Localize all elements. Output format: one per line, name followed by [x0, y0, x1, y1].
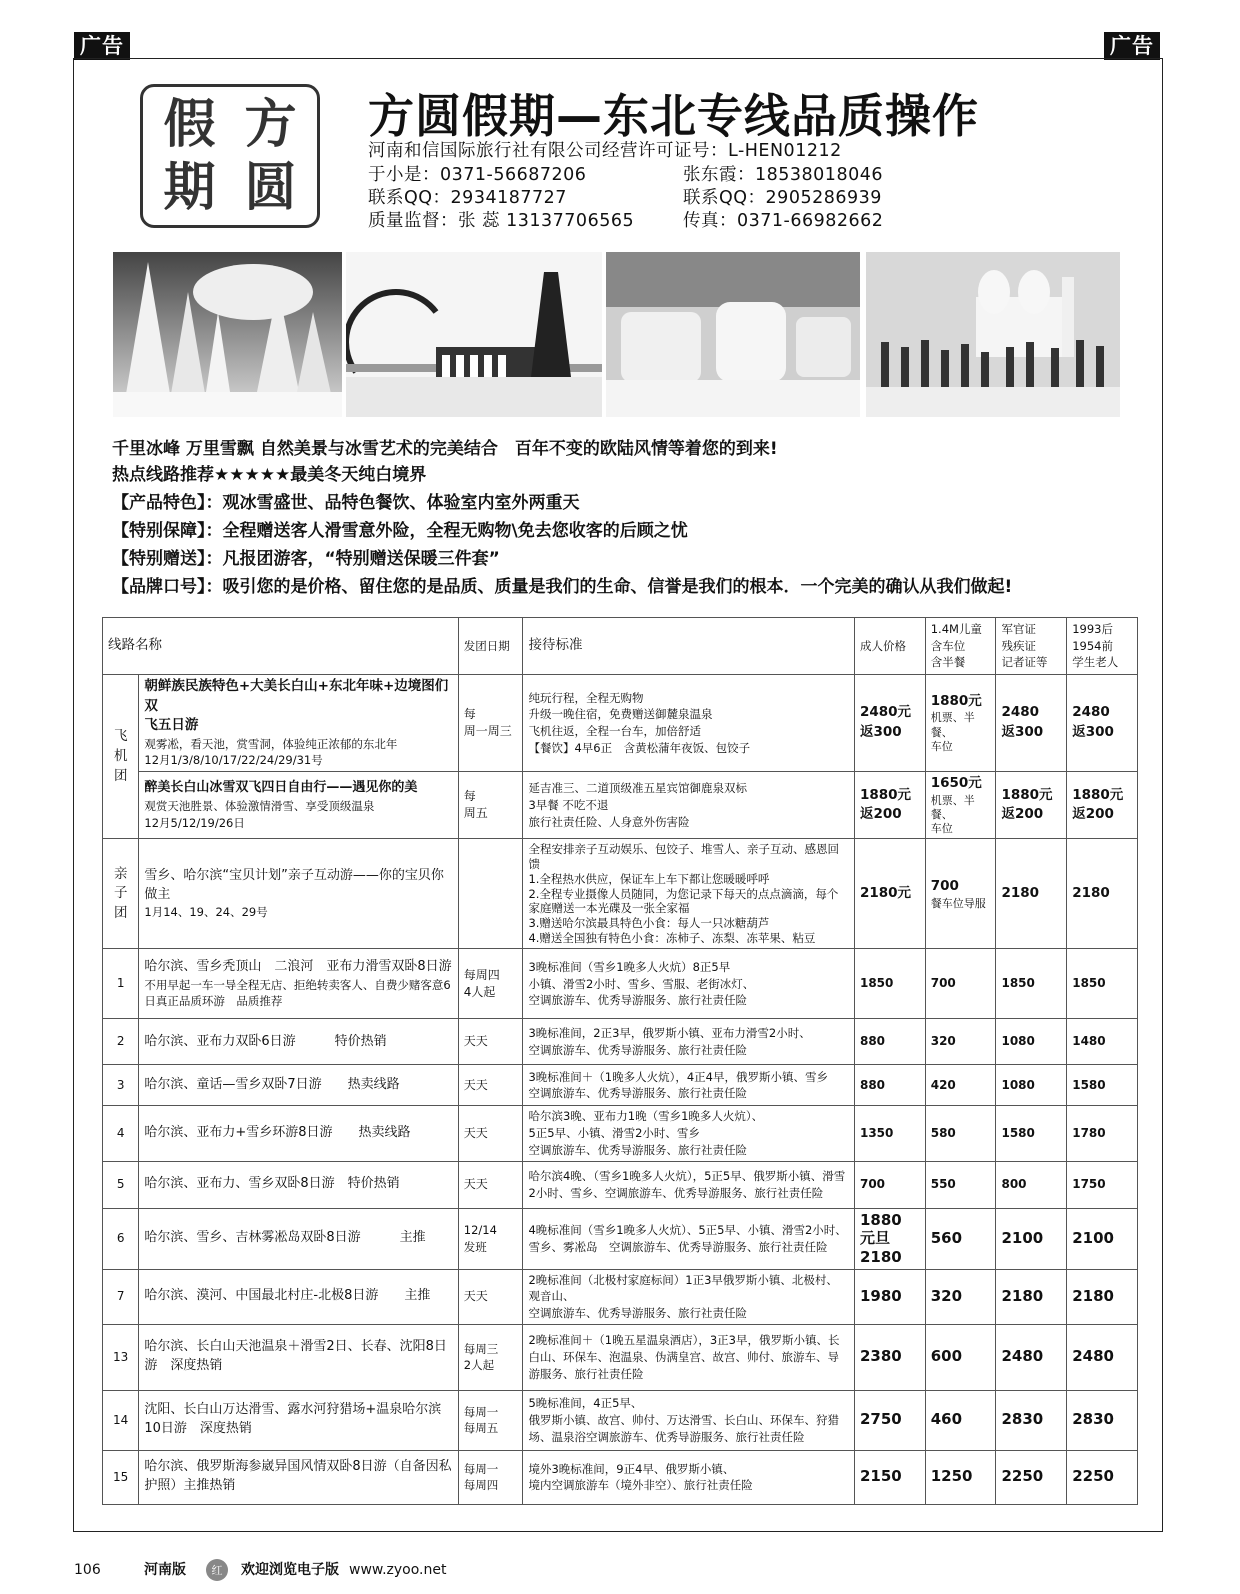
photo-tower-arch — [346, 252, 602, 417]
child-price — [925, 675, 996, 772]
header-child-line: 含半餐 — [930, 655, 966, 670]
price-note: 机票、半餐、 — [930, 793, 975, 821]
price-line: 1880元 — [859, 786, 912, 803]
child-price: 550 — [925, 1161, 996, 1208]
senior-price — [1067, 675, 1138, 772]
route-number: 3 — [103, 1065, 139, 1106]
date-line: 每 — [463, 788, 476, 803]
feature-line-1: 千里冰峰 万里雪飘 自然美景与冰雪艺术的完美结合 百年不变的欧陆风情等着您的到来! — [112, 439, 778, 459]
route-desc: 观雾凇，看天池，赏雪洞，体验纯正浓郁的东北年 — [144, 736, 398, 751]
group-char: 机 — [113, 747, 128, 764]
group-char: 亲 — [113, 865, 128, 882]
military-price: 2180 — [996, 1269, 1067, 1324]
military-price: 2180 — [996, 839, 1067, 949]
price-line: 返300 — [859, 724, 902, 741]
date-cell: 天天 — [458, 1065, 523, 1106]
standard-line: 2.全程专业摄像人员随同，为您记录下每天的点点滴滴，每个家庭赠送一本光碟及一张全家福 — [528, 886, 839, 916]
route-number: 5 — [103, 1161, 139, 1208]
date-cell — [458, 949, 523, 1019]
child-price: 320 — [925, 1019, 996, 1065]
route-title: 做主 — [144, 886, 171, 902]
group-char: 团 — [113, 904, 128, 921]
senior-price — [1067, 772, 1138, 839]
group-label-family — [103, 839, 139, 949]
table-row — [103, 949, 1138, 1019]
route-number: 1 — [103, 949, 139, 1019]
standard-line: 5晚标准间，4正5早、 — [528, 1396, 643, 1411]
date-line: 每周一 — [463, 1404, 499, 1419]
contact-phone-1: 于小是：0371-56687206 — [368, 165, 587, 185]
military-price: 1080 — [996, 1065, 1067, 1106]
header-child-price — [925, 618, 996, 675]
price-line: 返200 — [1072, 806, 1114, 823]
price-line: 1880元 — [1001, 786, 1053, 803]
route-number: 6 — [103, 1208, 139, 1269]
adult-price: 880 — [854, 1019, 925, 1065]
date-line: 周五 — [463, 806, 488, 821]
military-price: 2480 — [996, 1324, 1067, 1390]
adult-price: 2750 — [854, 1390, 925, 1450]
senior-price: 1780 — [1067, 1106, 1138, 1161]
price-note: 车位 — [930, 739, 953, 753]
route-desc: 观赏天池胜景、体验激情滑雪、享受顶级温泉 — [144, 799, 375, 813]
group-char: 子 — [113, 885, 128, 902]
standard-line: 空调旅游车、优秀导游服务、旅行社责任险 — [528, 1086, 747, 1101]
adult-price: 1980 — [854, 1269, 925, 1324]
standard-line: 空调旅游车、优秀导游服务、旅行社责任险 — [528, 1306, 747, 1321]
page-footer — [74, 1558, 774, 1582]
military-price — [996, 675, 1067, 772]
ad-tag-right: 广告 — [1104, 32, 1160, 60]
price-line: 700 — [930, 878, 959, 895]
child-price: 320 — [925, 1269, 996, 1324]
table-header-row — [103, 618, 1138, 675]
standard-cell: 2晚标准间＋（1晚五星温泉酒店），3正3早，俄罗斯小镇、长白山、环保车、泡温泉、伪满皇宫、故宫、帅付、旅游车、导游服务、旅行社责任险 — [523, 1324, 855, 1390]
header-child-line: 1.4M儿童 — [930, 621, 982, 636]
date-cell — [458, 1450, 523, 1504]
standard-cell — [523, 1106, 855, 1161]
feature-line-3: 【产品特色】：观冰雪盛世、品特色餐饮、体验室内室外两重天 — [112, 493, 580, 513]
route-number: 14 — [103, 1390, 139, 1450]
table-row — [103, 1269, 1138, 1324]
header-senior-line: 1993后 — [1072, 621, 1113, 636]
route-number: 13 — [103, 1324, 139, 1390]
child-price: 460 — [925, 1390, 996, 1450]
standard-line: 飞机往返，全程一台车，加倍舒适 — [528, 724, 701, 739]
header-senior-price — [1067, 618, 1138, 675]
standard-cell — [523, 1390, 855, 1450]
date-line: 2人起 — [463, 1358, 495, 1373]
senior-price: 2830 — [1067, 1390, 1138, 1450]
ad-tag-left: 广告 — [74, 32, 130, 60]
standard-line: 小镇、滑雪2小时、雪乡、雪服、老街冰灯、 — [528, 976, 755, 991]
route-desc: 不用早起一车一导全程无店、拒绝转卖客人、自费少赌客意6日真正品质环游 品质推荐 — [144, 977, 451, 1009]
date-cell: 天天 — [458, 1019, 523, 1065]
route-title: 哈尔滨、亚布力+雪乡环游8日游 热卖线路 — [139, 1106, 458, 1161]
date-cell — [458, 1208, 523, 1269]
price-line: 1880元 — [930, 692, 982, 709]
adult-price — [854, 1208, 925, 1269]
senior-price: 2250 — [1067, 1450, 1138, 1504]
standard-line: 3晚标准间（雪乡1晚多人火炕）8正5早 — [528, 959, 731, 974]
table-row — [103, 675, 1138, 772]
date-line: 每周四 — [463, 1478, 499, 1493]
route-number: 4 — [103, 1106, 139, 1161]
senior-price: 2180 — [1067, 839, 1138, 949]
price-line: 返200 — [859, 806, 902, 823]
contact-qq-2: 联系QQ：2905286939 — [683, 188, 882, 208]
adult-price: 700 — [854, 1161, 925, 1208]
route-cell — [139, 675, 458, 772]
price-line: 2480 — [1001, 704, 1040, 721]
standard-line: 纯玩行程，全程无购物 — [528, 690, 644, 705]
standard-cell — [523, 839, 855, 949]
price-line: 2480 — [1072, 704, 1110, 721]
child-price — [925, 772, 996, 839]
standard-line: 3晚标准间＋（1晚多人火炕），4正4早，俄罗斯小镇、雪乡 — [528, 1069, 828, 1084]
route-title: 哈尔滨、雪乡、吉林雾凇岛双卧8日游 主推 — [139, 1208, 458, 1269]
route-cell — [139, 839, 458, 949]
page-number: 106 — [74, 1562, 101, 1578]
fax-number: 传真：0371-66982662 — [683, 211, 884, 231]
route-title: 沈阳、长白山万达滑雪、露水河狩猎场+温泉哈尔滨10日游 深度热销 — [139, 1390, 458, 1450]
standard-cell — [523, 1269, 855, 1324]
header-senior-line: 学生老人 — [1072, 655, 1119, 670]
route-number: 7 — [103, 1269, 139, 1324]
route-title: 哈尔滨、长白山天池温泉＋滑雪2日、长春、沈阳8日游 深度热销 — [139, 1324, 458, 1390]
logo-char: 假 — [163, 93, 216, 155]
contact-phone-2: 张东霞：18538018046 — [683, 165, 883, 185]
photo-church-tourists — [866, 252, 1120, 417]
header-military-line: 残疾证 — [1001, 638, 1036, 653]
logo-char: 圆 — [244, 156, 297, 218]
adult-price: 880 — [854, 1065, 925, 1106]
standard-line: 俄罗斯小镇、故宫、帅付、万达滑雪、长白山、环保车、狩猎场、温泉浴空调旅游车、优秀导游服务、旅行社责任险 — [528, 1412, 839, 1444]
quality-supervisor: 质量监督：张 蕊 13137706565 — [368, 211, 635, 231]
standard-line: 3早餐 不吃不退 — [528, 797, 609, 812]
route-number: 2 — [103, 1019, 139, 1065]
standard-cell — [523, 772, 855, 839]
feature-line-5: 【特别赠送】：凡报团游客，“特别赠送保暖三件套” — [112, 549, 500, 569]
date-line: 发班 — [463, 1239, 487, 1254]
table-row — [103, 772, 1138, 839]
logo-char: 期 — [163, 156, 216, 218]
price-note: 车位 — [930, 822, 953, 836]
photo-snow-sculpture — [606, 252, 860, 417]
child-price: 560 — [925, 1208, 996, 1269]
route-price-table — [102, 617, 1138, 1505]
header-military-line: 军官证 — [1001, 621, 1036, 636]
standard-cell: 哈尔滨4晚、（雪乡1晚多人火炕），5正5早、俄罗斯小镇、滑雪2小时、雪乡、空调旅游车、优秀导游服务、旅行社责任险 — [523, 1161, 855, 1208]
date-line: 每周五 — [463, 1421, 499, 1436]
logo-char: 方 — [244, 93, 297, 155]
header-child-line: 含车位 — [930, 638, 966, 653]
route-title: 哈尔滨、雪乡秃顶山 二浪河 亚布力滑雪双卧8日游 — [144, 958, 452, 974]
adult-price — [854, 675, 925, 772]
route-cell — [139, 949, 458, 1019]
route-dates: 12月1/3/8/10/17/22/24/29/31号 — [144, 753, 323, 768]
brand-logo — [140, 84, 320, 228]
route-title: 飞五日游 — [144, 717, 199, 734]
table-row — [103, 839, 1138, 949]
date-line: 4人起 — [463, 984, 496, 999]
military-price: 2830 — [996, 1390, 1067, 1450]
standard-line: 4.赠送全国独有特色小食：冻柿子、冻梨、冻苹果、粘豆 — [528, 931, 816, 946]
table-row — [103, 1019, 1138, 1065]
standard-line: 旅行社责任险、人身意外伤害险 — [528, 814, 690, 829]
child-price: 700 — [925, 949, 996, 1019]
route-title: 朝鲜族民族特色+大美长白山+东北年味+边境图们双 — [144, 678, 449, 714]
standard-cell — [523, 1450, 855, 1504]
standard-line: 哈尔滨3晚、亚布力1晚（雪乡1晚多人火炕）、 — [528, 1109, 764, 1124]
adult-price: 2180元 — [854, 839, 925, 949]
price-note: 机票、半餐、 — [930, 711, 975, 739]
standard-line: 延吉准三、二道顶级准五星宾馆御鹿泉双标 — [528, 781, 747, 796]
price-line: 返300 — [1001, 724, 1044, 741]
feature-line-2: 热点线路推荐★★★★★最美冬天纯白境界 — [112, 465, 427, 485]
standard-line: 5正5早、小镇、滑雪2小时、雪乡 — [528, 1126, 700, 1141]
edition-label: 河南版 — [144, 1562, 186, 1578]
route-title: 哈尔滨、亚布力双卧6日游 特价热销 — [139, 1019, 458, 1065]
route-title: 哈尔滨、俄罗斯海参崴异国风情双卧8日游（自备因私护照）主推热销 — [139, 1450, 458, 1504]
date-cell — [458, 772, 523, 839]
child-price — [925, 839, 996, 949]
price-line: 返200 — [1001, 806, 1044, 823]
adult-price: 1350 — [854, 1106, 925, 1161]
feature-line-4: 【特别保障】：全程赠送客人滑雪意外险，全程无购物\免去您收客的后顾之忧 — [112, 521, 688, 541]
military-price: 1080 — [996, 1019, 1067, 1065]
date-cell — [458, 675, 523, 772]
price-line: 1650元 — [930, 775, 982, 792]
adult-price: 2150 — [854, 1450, 925, 1504]
header-standard: 接待标准 — [523, 618, 855, 675]
date-line: 每 — [463, 706, 476, 721]
standard-cell — [523, 1065, 855, 1106]
table-row — [103, 1450, 1138, 1504]
standard-cell — [523, 675, 855, 772]
adult-price: 1850 — [854, 949, 925, 1019]
contact-qq-1: 联系QQ：2934187727 — [368, 188, 567, 208]
military-price: 1580 — [996, 1106, 1067, 1161]
price-note: 餐车位导服 — [930, 896, 986, 910]
military-price: 2100 — [996, 1208, 1067, 1269]
route-title: 哈尔滨、童话—雪乡双卧7日游 热卖线路 — [139, 1065, 458, 1106]
military-price: 1850 — [996, 949, 1067, 1019]
date-cell — [458, 839, 523, 949]
price-line: 1880 — [859, 1210, 902, 1229]
date-line: 12/14 — [463, 1222, 497, 1237]
group-char: 团 — [113, 767, 128, 784]
adult-price — [854, 772, 925, 839]
standard-cell: 4晚标准间（雪乡1晚多人火炕）、5正5早、小镇、滑雪2小时、雪乡、雾凇岛 空调旅游车、优秀导游服务、旅行社责任险 — [523, 1208, 855, 1269]
date-line: 每周四 — [463, 967, 500, 982]
header-military-line: 记者证等 — [1001, 655, 1048, 670]
route-title: 雪乡、哈尔滨“宝贝计划”亲子互动游——你的宝贝你 — [144, 867, 444, 883]
standard-line: 空调旅游车、优秀导游服务、旅行社责任险 — [528, 993, 747, 1008]
adult-price: 2380 — [854, 1324, 925, 1390]
date-cell: 天天 — [458, 1269, 523, 1324]
senior-price: 2100 — [1067, 1208, 1138, 1269]
site-link[interactable]: www.zyoo.net — [349, 1562, 447, 1578]
senior-price: 1850 — [1067, 949, 1138, 1019]
license-text: 河南和信国际旅行社有限公司经营许可证号：L-HEN01212 — [368, 141, 842, 161]
price-line: 1880元 — [1072, 786, 1124, 803]
route-title: 哈尔滨、亚布力、雪乡双卧8日游 特价热销 — [139, 1161, 458, 1208]
table-row — [103, 1324, 1138, 1390]
header-adult-price: 成人价格 — [854, 618, 925, 675]
senior-price: 1480 — [1067, 1019, 1138, 1065]
photo-snow-trees — [113, 252, 342, 417]
date-line: 周一周三 — [463, 724, 512, 739]
standard-cell — [523, 1019, 855, 1065]
route-cell — [139, 772, 458, 839]
header-military-price — [996, 618, 1067, 675]
standard-line: 升级一晚住宿，免费赠送御麓泉温泉 — [528, 707, 713, 722]
header-date: 发团日期 — [458, 618, 523, 675]
route-title: 哈尔滨、漠河、中国最北村庄-北极8日游 主推 — [139, 1269, 458, 1324]
price-line: 返300 — [1072, 724, 1114, 741]
military-price — [996, 772, 1067, 839]
price-line: 元旦2180 — [859, 1229, 902, 1266]
standard-line: 空调旅游车、优秀导游服务、旅行社责任险 — [528, 1042, 747, 1057]
standard-line: 3.赠送哈尔滨最具特色小食：每人一只冰糖葫芦 — [528, 916, 770, 931]
date-cell — [458, 1390, 523, 1450]
price-line: 2480元 — [859, 704, 912, 721]
route-dates: 1月14、19、24、29号 — [144, 905, 268, 920]
child-price: 1250 — [925, 1450, 996, 1504]
child-price: 580 — [925, 1106, 996, 1161]
route-title: 醉美长白山冰雪双飞四日自由行——遇见你的美 — [144, 780, 418, 796]
senior-price: 1580 — [1067, 1065, 1138, 1106]
standard-line: 3晚标准间，2正3早，俄罗斯小镇、亚布力滑雪2小时、 — [528, 1026, 811, 1041]
route-number: 15 — [103, 1450, 139, 1504]
standard-line: 全程安排亲子互动娱乐、包饺子、堆雪人、亲子互动、感恩回馈 — [528, 841, 839, 871]
date-line: 每周三 — [463, 1341, 499, 1356]
standard-line: 境外3晚标准间，9正4早、俄罗斯小镇、 — [528, 1461, 735, 1476]
table-row — [103, 1390, 1138, 1450]
date-cell: 天天 — [458, 1106, 523, 1161]
child-price: 420 — [925, 1065, 996, 1106]
standard-line: 境内空调旅游车（境外非空）、旅行社责任险 — [528, 1478, 753, 1493]
table-row — [103, 1106, 1138, 1161]
feature-line-6: 【品牌口号】：吸引您的是价格、留住您的是品质、质量是我们的生命、信誉是我们的根本．一个完美的确认从我们做起! — [112, 577, 1013, 597]
standard-line: 【餐饮】4早6正 含黄松蒲年夜饭、包饺子 — [528, 740, 751, 755]
group-label-flight — [103, 675, 139, 839]
footer-slogan: 欢迎浏览电子版 — [241, 1562, 339, 1578]
table-row — [103, 1161, 1138, 1208]
headline: 方圆假期—东北专线品质操作 — [368, 89, 979, 143]
table-row — [103, 1065, 1138, 1106]
route-dates: 12月5/12/19/26日 — [144, 815, 245, 830]
date-cell: 天天 — [458, 1161, 523, 1208]
standard-line: 2晚标准间（北极村家庭标间）1正3早俄罗斯小镇、北极村、观音山、 — [528, 1272, 838, 1304]
date-cell — [458, 1324, 523, 1390]
seal-icon: 红 — [206, 1559, 228, 1581]
senior-price: 2180 — [1067, 1269, 1138, 1324]
standard-cell — [523, 949, 855, 1019]
table-row — [103, 1208, 1138, 1269]
group-char: 飞 — [113, 728, 128, 745]
military-price: 800 — [996, 1161, 1067, 1208]
senior-price: 1750 — [1067, 1161, 1138, 1208]
standard-line: 空调旅游车、优秀导游服务、旅行社责任险 — [528, 1142, 747, 1157]
header-senior-line: 1954前 — [1072, 638, 1113, 653]
header-route: 线路名称 — [103, 618, 459, 675]
date-line: 每周一 — [463, 1461, 499, 1476]
child-price: 600 — [925, 1324, 996, 1390]
standard-line: 1.全程热水供应，保证车上车下都让您暖暖呼呼 — [528, 871, 770, 886]
military-price: 2250 — [996, 1450, 1067, 1504]
senior-price: 2480 — [1067, 1324, 1138, 1390]
